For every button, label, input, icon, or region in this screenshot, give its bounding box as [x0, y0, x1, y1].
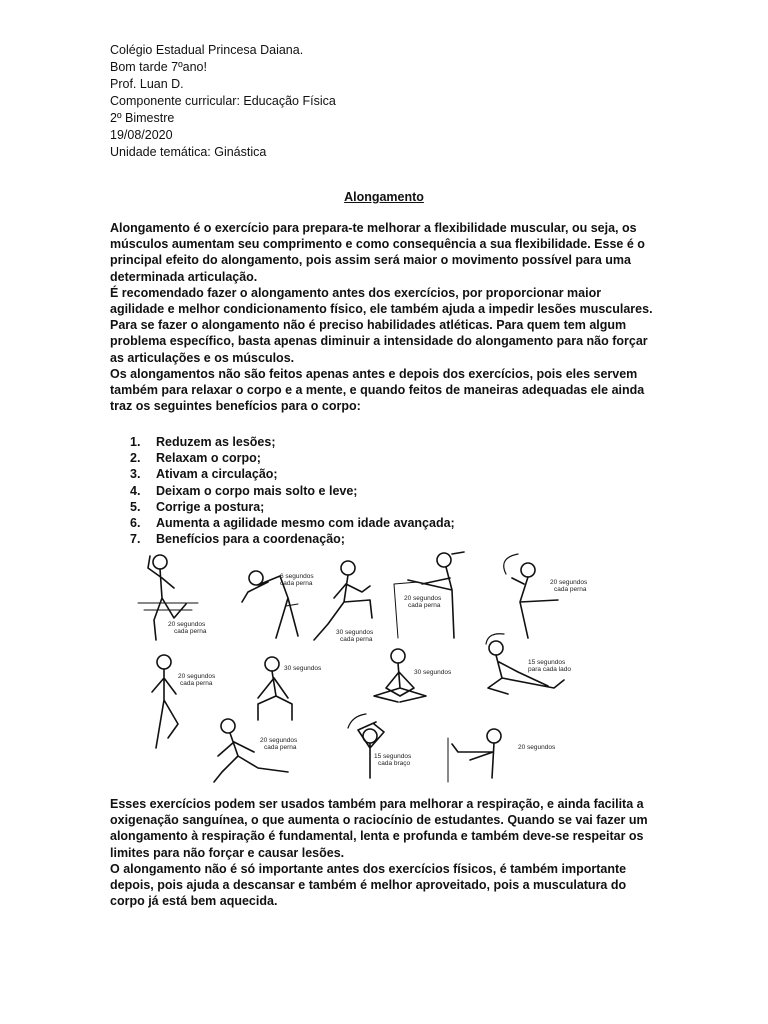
figure-label: 20 segundos: [550, 579, 588, 586]
paragraph: O alongamento não é só importante antes dos exercícios físicos, é também importante depois, pois ajuda a descansar e também é melhor aproveitado, pois a musculatura do corpo já está bem aquecida.: [110, 861, 627, 909]
figure-standing-quad-back: [152, 655, 178, 748]
document-header: [110, 42, 336, 161]
stretching-illustration: [108, 548, 598, 788]
list-text: Reduzem as lesões;: [156, 435, 276, 449]
paragraph: Os alongamentos não são feitos apenas antes e depois dos exercícios, pois eles servem também para relaxar o corpo e a mente, e quando feitos de maneiras adequadas ele ainda traz os seguintes benefícios para o corpo:: [110, 366, 645, 414]
list-text: Deixam o corpo mais solto e leve;: [156, 483, 358, 498]
list-number: 5.: [130, 499, 141, 514]
stretching-figures-svg: [108, 548, 598, 788]
figure-label: cada perna: [408, 602, 441, 609]
list-number: 4.: [130, 483, 141, 498]
figure-label: 15 segundos: [528, 659, 566, 666]
figure-label: cada perna: [280, 580, 313, 587]
figure-label: 6 segundos: [280, 573, 314, 580]
figure-label: 20 segundos: [260, 737, 298, 744]
term: 2º Bimestre: [110, 111, 175, 125]
school-name: Colégio Estadual Princesa Daiana.: [110, 43, 304, 57]
list-text: Corrige a postura;: [156, 499, 265, 514]
paragraph: Esses exercícios podem ser usados também para melhorar a respiração, e ainda facilita a oxigenação sanguínea, o que aumenta o raciocínio de estudantes. Quando se vai fazer um alongamento à respiração é fundamental, lenta e profunda e também deve-se respeitar os limites para não forçar e causar lesões.: [110, 797, 648, 860]
figure-label: cada perna: [554, 586, 587, 593]
unit: Unidade temática: Ginástica: [110, 145, 267, 159]
date: 19/08/2020: [110, 128, 173, 142]
figure-label: cada braço: [378, 760, 411, 767]
list-number: 6.: [130, 516, 141, 531]
list-number: 2.: [130, 451, 141, 466]
list-number: 7.: [130, 532, 141, 547]
figure-label: 20 segundos: [404, 595, 442, 602]
paragraph: Alongamento é o exercício para prepara-te melhorar a flexibilidade muscular, ou seja, os músculos aumentam seu comprimento e como consequência a sua flexibilidade. Esse é o principal efeito do alongamento, pois assim será maior o movimento possível para uma determinada articulação.: [110, 221, 645, 284]
figure-arm-across-chest: [448, 729, 501, 782]
paragraph: É recomendado fazer o alongamento antes dos exercícios, por proporcionar maior agilidade e melhor condicionamento físico, ele também ajuda a impedir lesões musculares. Para se fazer o alongamento não é preciso habilidades atléticas. Para quem tem algum problema específico, basta apenas diminuir a intensidade do alongamento para não forçar: [110, 285, 653, 349]
subject: Componente curricular: Educação Física: [110, 94, 336, 108]
list-text: Benefícios para a coordenação;: [156, 532, 345, 547]
list-item: [130, 466, 455, 482]
figure-label: 20 segundos: [168, 621, 206, 628]
benefits-list: [130, 434, 455, 547]
figure-label: cada perna: [180, 680, 213, 687]
figure-label: 30 segundos: [414, 669, 452, 676]
figure-label: 30 segundos: [336, 629, 374, 636]
list-item: [130, 450, 455, 466]
list-text: Ativam a circulação;: [156, 467, 278, 482]
body-text: [110, 220, 655, 414]
list-item: [130, 434, 455, 450]
figure-label: cada perna: [264, 744, 297, 751]
closing-text: [110, 796, 660, 909]
list-item: [130, 483, 455, 499]
list-item: [130, 531, 455, 547]
figure-label: 15 segundos: [374, 753, 412, 760]
figure-label: cada perna: [174, 628, 207, 635]
list-text: Relaxam o corpo;: [156, 451, 261, 466]
document-title: Alongamento: [344, 190, 424, 204]
figure-label: cada perna: [340, 636, 373, 643]
figure-label: para cada lado: [528, 666, 572, 673]
list-item: [130, 515, 455, 531]
figure-triceps-stretch: [348, 714, 384, 778]
figure-label: 30 segundos: [284, 665, 322, 672]
list-number: 1.: [130, 435, 141, 449]
list-text: Aumenta a agilidade mesmo com idade avançada;: [156, 516, 455, 531]
figure-label: 20 segundos: [178, 673, 216, 680]
teacher-name: Prof. Luan D.: [110, 77, 184, 91]
paragraph: as articulações e os músculos.: [110, 350, 295, 365]
figure-label: 20 segundos: [518, 744, 556, 751]
greeting: Bom tarde 7ºano!: [110, 60, 207, 74]
list-number: 3.: [130, 467, 141, 482]
figure-side-bend: [504, 554, 558, 638]
list-item: [130, 499, 455, 515]
